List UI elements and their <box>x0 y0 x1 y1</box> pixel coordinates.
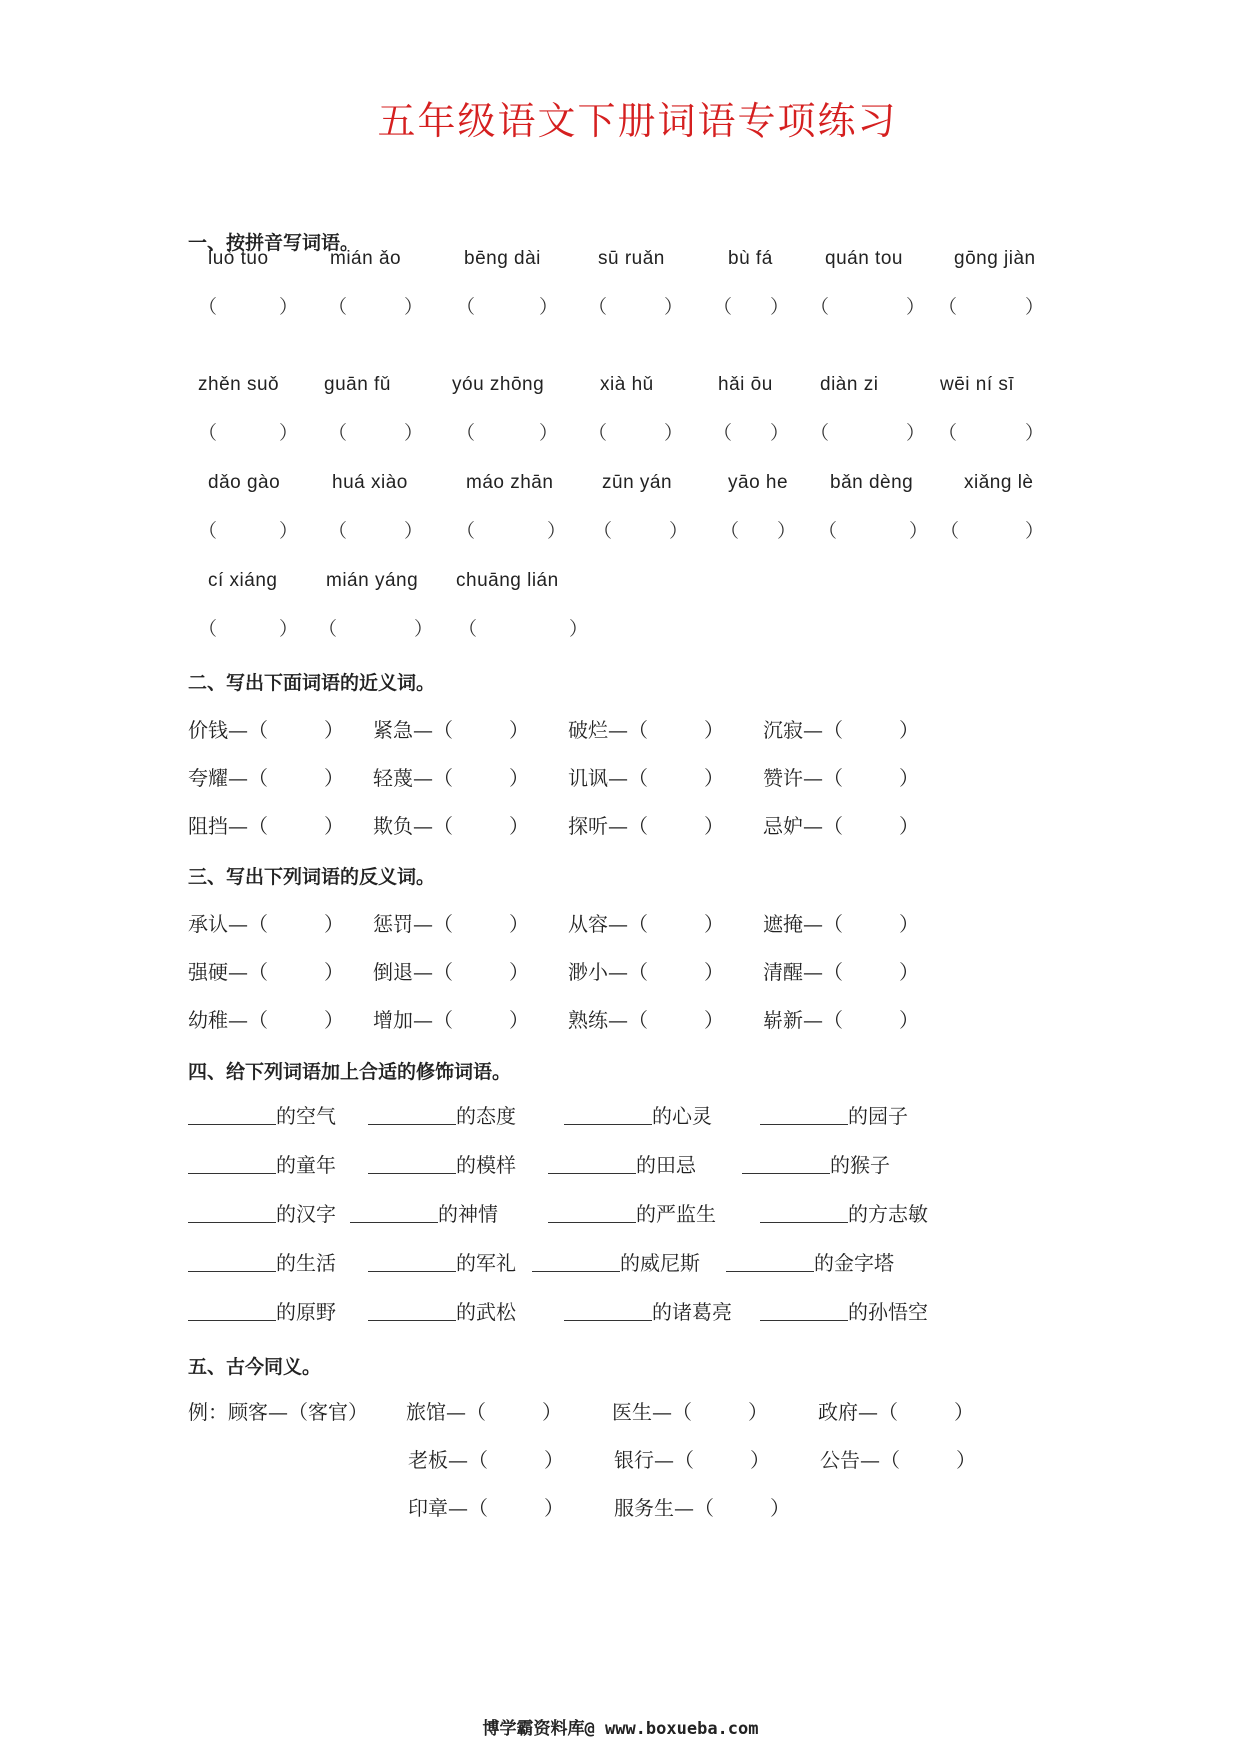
answer-parens: （ ） <box>328 422 423 444</box>
antonym-row <box>188 1004 1088 1034</box>
section-1-heading: 一、按拼音写词语。 <box>188 232 360 254</box>
pinyin-item: gōng jiàn <box>954 248 1036 269</box>
antonym-row <box>188 908 1088 938</box>
answer-parens: （ ） <box>318 618 433 640</box>
ancient-item: 老板—（ ） <box>408 1448 564 1472</box>
pinyin-item: bēng dài <box>464 248 541 269</box>
pinyin-row-3 <box>188 472 1068 500</box>
pinyin-item: dǎo gào <box>208 472 281 493</box>
synonym-item: 破烂—（ ） <box>568 718 724 742</box>
modifier-item: 的军礼 <box>368 1247 516 1276</box>
synonym-row <box>188 810 1088 840</box>
pinyin-item: yāo he <box>728 472 789 493</box>
answer-parens: （ ） <box>938 422 1044 444</box>
answer-parens: （ ） <box>456 296 558 318</box>
section-4-heading: 四、给下列词语加上合适的修饰词语。 <box>188 1061 512 1083</box>
pinyin-item: mián yáng <box>326 570 419 591</box>
answer-row-3 <box>188 516 1068 544</box>
answer-parens: （ ） <box>713 422 789 444</box>
antonym-item: 遮掩—（ ） <box>763 912 919 936</box>
antonym-item: 清醒—（ ） <box>763 960 919 984</box>
synonym-item: 夸耀—（ ） <box>188 766 344 790</box>
pinyin-item: mián ǎo <box>330 248 402 269</box>
answer-parens: （ ） <box>593 520 688 542</box>
pinyin-item: cí xiáng <box>208 570 278 591</box>
modifier-item: 的诸葛亮 <box>564 1296 732 1325</box>
pinyin-item: xiǎng lè <box>964 472 1034 493</box>
modifier-item: 的田忌 <box>548 1149 696 1178</box>
pinyin-item: luò tuo <box>208 248 269 269</box>
ancient-item: 政府—（ ） <box>818 1400 974 1424</box>
synonym-item: 忌妒—（ ） <box>763 814 919 838</box>
answer-parens: （ ） <box>588 422 683 444</box>
ancient-row <box>188 1492 1088 1522</box>
pinyin-item: sū ruǎn <box>598 248 665 269</box>
synonym-item: 赞许—（ ） <box>763 766 919 790</box>
synonym-item: 沉寂—（ ） <box>763 718 919 742</box>
ancient-item: 银行—（ ） <box>614 1448 770 1472</box>
synonym-item: 价钱—（ ） <box>188 718 344 742</box>
ancient-item: 医生—（ ） <box>612 1400 768 1424</box>
answer-parens: （ ） <box>198 296 298 318</box>
modifier-item: 的威尼斯 <box>532 1247 700 1276</box>
answer-parens: （ ） <box>810 296 925 318</box>
answer-parens: （ ） <box>940 520 1044 542</box>
synonym-item: 探听—（ ） <box>568 814 724 838</box>
pinyin-item: quán tou <box>825 248 903 269</box>
ancient-row <box>188 1396 1088 1426</box>
modifier-row <box>188 1100 1088 1130</box>
antonym-item: 承认—（ ） <box>188 912 344 936</box>
answer-parens: （ ） <box>328 520 423 542</box>
answer-parens: （ ） <box>198 520 298 542</box>
pinyin-row-4 <box>188 570 1068 598</box>
answer-parens: （ ） <box>458 618 588 640</box>
pinyin-item: bù fá <box>728 248 773 269</box>
antonym-item: 从容—（ ） <box>568 912 724 936</box>
answer-parens: （ ） <box>720 520 796 542</box>
pinyin-row-2 <box>188 374 1068 402</box>
antonym-row <box>188 956 1088 986</box>
synonym-row <box>188 714 1088 744</box>
modifier-item: 的汉字 <box>188 1198 336 1227</box>
pinyin-item: huá xiào <box>332 472 408 493</box>
answer-parens: （ ） <box>198 618 298 640</box>
synonym-item: 讥讽—（ ） <box>568 766 724 790</box>
section-2-heading: 二、写出下面词语的近义词。 <box>188 672 436 694</box>
modifier-item: 的武松 <box>368 1296 516 1325</box>
ancient-example: 例：顾客—（客官） <box>188 1400 368 1424</box>
synonym-item: 阻挡—（ ） <box>188 814 344 838</box>
pinyin-item: zūn yán <box>602 472 673 493</box>
answer-row-2 <box>188 418 1068 446</box>
answer-parens: （ ） <box>198 422 298 444</box>
pinyin-item: hǎi ōu <box>718 374 773 395</box>
pinyin-item: yóu zhōng <box>452 374 545 395</box>
modifier-item: 的心灵 <box>564 1100 712 1129</box>
pinyin-item: bǎn dèng <box>830 472 914 493</box>
antonym-item: 惩罚—（ ） <box>373 912 529 936</box>
modifier-item: 的空气 <box>188 1100 336 1129</box>
modifier-item: 的态度 <box>368 1100 516 1129</box>
footer-watermark: 博学霸资料库@ www.boxueba.com <box>482 1719 759 1739</box>
ancient-item: 公告—（ ） <box>820 1448 976 1472</box>
synonym-row <box>188 762 1088 792</box>
antonym-item: 渺小—（ ） <box>568 960 724 984</box>
antonym-item: 熟练—（ ） <box>568 1008 724 1032</box>
ancient-item: 旅馆—（ ） <box>406 1400 562 1424</box>
ancient-row <box>188 1444 1088 1474</box>
antonym-item: 强硬—（ ） <box>188 960 344 984</box>
answer-parens: （ ） <box>456 520 566 542</box>
ancient-item: 印章—（ ） <box>408 1496 564 1520</box>
pinyin-item: diàn zi <box>820 374 879 395</box>
modifier-item: 的生活 <box>188 1247 336 1276</box>
modifier-item: 的方志敏 <box>760 1198 928 1227</box>
answer-row-4 <box>188 614 1068 642</box>
antonym-item: 增加—（ ） <box>373 1008 529 1032</box>
pinyin-item: wēi ní sī <box>940 374 1015 395</box>
section-5-heading: 五、古今同义。 <box>188 1356 322 1378</box>
pinyin-item: máo zhān <box>466 472 554 493</box>
answer-parens: （ ） <box>328 296 423 318</box>
section-3-heading: 三、写出下列词语的反义词。 <box>188 866 436 888</box>
modifier-row <box>188 1149 1088 1179</box>
modifier-item: 的严监生 <box>548 1198 716 1227</box>
pinyin-item: zhěn suǒ <box>198 374 280 395</box>
answer-parens: （ ） <box>456 422 558 444</box>
page-title: 五年级语文下册词语专项练习 <box>377 99 898 143</box>
answer-parens: （ ） <box>713 296 789 318</box>
modifier-row <box>188 1198 1088 1228</box>
modifier-row <box>188 1296 1088 1326</box>
antonym-item: 倒退—（ ） <box>373 960 529 984</box>
pinyin-item: guān fǔ <box>324 374 391 395</box>
synonym-item: 欺负—（ ） <box>373 814 529 838</box>
synonym-item: 紧急—（ ） <box>373 718 529 742</box>
pinyin-item: chuāng lián <box>456 570 559 591</box>
ancient-item: 服务生—（ ） <box>614 1496 790 1520</box>
antonym-item: 崭新—（ ） <box>763 1008 919 1032</box>
pinyin-item: xià hǔ <box>600 374 654 395</box>
modifier-item: 的金字塔 <box>726 1247 894 1276</box>
modifier-item: 的猴子 <box>742 1149 890 1178</box>
modifier-item: 的园子 <box>760 1100 908 1129</box>
modifier-item: 的模样 <box>368 1149 516 1178</box>
modifier-item: 的神情 <box>350 1198 498 1227</box>
answer-parens: （ ） <box>938 296 1044 318</box>
modifier-item: 的孙悟空 <box>760 1296 928 1325</box>
answer-parens: （ ） <box>818 520 928 542</box>
modifier-item: 的原野 <box>188 1296 336 1325</box>
answer-parens: （ ） <box>588 296 683 318</box>
pinyin-row-1 <box>188 248 1068 276</box>
answer-parens: （ ） <box>810 422 925 444</box>
synonym-item: 轻蔑—（ ） <box>373 766 529 790</box>
antonym-item: 幼稚—（ ） <box>188 1008 344 1032</box>
modifier-row <box>188 1247 1088 1277</box>
modifier-item: 的童年 <box>188 1149 336 1178</box>
answer-row-1 <box>188 292 1068 320</box>
